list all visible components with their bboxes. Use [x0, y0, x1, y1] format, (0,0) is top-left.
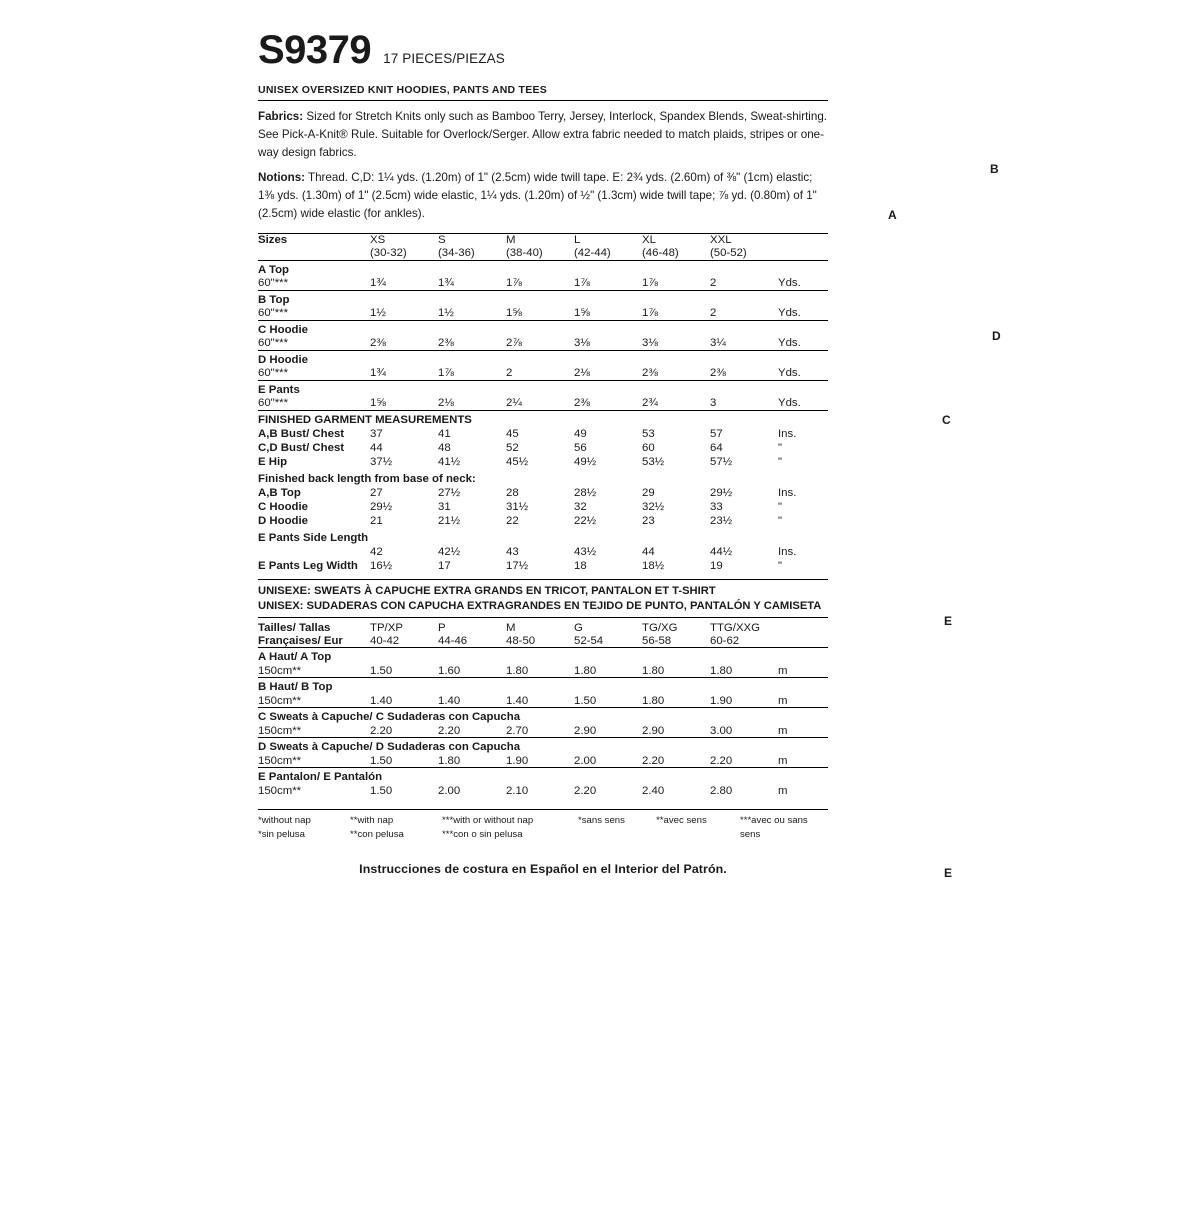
cell: 2.20	[370, 724, 393, 737]
row-label: 150cm**	[258, 694, 302, 707]
cell: 1.50	[370, 784, 393, 797]
range-xs: (30-32)	[370, 247, 407, 260]
figure-label-c: C	[942, 413, 951, 427]
cell: 29½	[370, 500, 393, 513]
cell: 2.20	[574, 784, 597, 797]
cell: 1⅞	[642, 307, 658, 320]
cell: 2⅜	[574, 397, 590, 410]
cell: TP/XP	[370, 621, 403, 634]
group-name: E Pants	[258, 380, 828, 397]
unit: Yds.	[778, 337, 801, 350]
figure-label-a: A	[888, 208, 897, 222]
cell: 2	[506, 367, 513, 380]
cell: 2.70	[506, 724, 529, 737]
cell: 1.40	[506, 694, 529, 707]
group-name: E Pantalon/ E Pantalón	[258, 768, 828, 785]
page-title: UNISEX OVERSIZED KNIT HOODIES, PANTS AND TEES	[258, 84, 828, 101]
range-l: (42-44)	[574, 247, 611, 260]
row-label: 60"***	[258, 397, 289, 410]
row-label: 150cm**	[258, 784, 302, 797]
group-name: B Top	[258, 290, 828, 307]
footnote-fr-3: ***avec ou sans sens	[739, 815, 808, 840]
cell: 44	[370, 441, 383, 454]
group-name: C Sweats à Capuche/ C Sudaderas con Capucha	[258, 708, 828, 725]
unit: "	[778, 455, 783, 468]
cell: 29½	[710, 486, 733, 499]
cell: 2.10	[506, 784, 529, 797]
footnotes-fr-row	[578, 814, 828, 842]
cell: 1.50	[574, 694, 597, 707]
cell: M	[506, 621, 516, 634]
cell: 2.20	[710, 754, 733, 767]
table-row	[258, 427, 828, 441]
cell: 18	[574, 559, 587, 572]
cell: 32	[574, 500, 587, 513]
footnotes-es-row	[258, 828, 578, 842]
table-row	[258, 559, 828, 573]
row-label: C Hoodie	[258, 500, 308, 513]
table-row-group-a-top	[258, 260, 828, 277]
cell: 16½	[370, 559, 393, 572]
row-label: E Hip	[258, 455, 288, 468]
table-row	[258, 784, 828, 797]
cell: 28	[506, 486, 519, 499]
unit: m	[778, 754, 788, 767]
table-row-side-heading	[258, 528, 828, 545]
footnote-en-3: ***with or without nap	[442, 815, 534, 827]
unit: m	[778, 694, 788, 707]
cell: 1.80	[574, 664, 597, 677]
row-label: 60"***	[258, 367, 289, 380]
cell: TG/XG	[642, 621, 678, 634]
cell: 40-42	[370, 634, 400, 647]
cell: 41½	[438, 455, 461, 468]
foreign-line-fr: UNISEXE: SWEATS À CAPUCHE EXTRA GRANDS EN TRICOT, PANTALON ET T-SHIRT	[258, 584, 716, 597]
cell: 56-58	[642, 634, 672, 647]
fabrics-paragraph	[258, 108, 828, 162]
table-row-group-a-haut	[258, 648, 828, 665]
cell: 45	[506, 427, 519, 440]
cell: 1¾	[370, 367, 386, 380]
row-label: 60"***	[258, 337, 289, 350]
table-row	[258, 545, 828, 559]
table-row-group-d-hoodie	[258, 350, 828, 367]
row-label	[258, 545, 370, 559]
cell: 27½	[438, 486, 461, 499]
row-label: 150cm**	[258, 664, 302, 677]
cell: 2⅛	[574, 367, 590, 380]
garment-illustrations	[880, 0, 1200, 1200]
cell: TTG/XXG	[710, 621, 760, 634]
cell: 1⅝	[506, 307, 522, 320]
footnotes-right	[578, 814, 828, 842]
cell: 3	[710, 397, 717, 410]
cell: 41	[438, 427, 451, 440]
cell: 31	[438, 500, 451, 513]
group-name: C Hoodie	[258, 320, 828, 337]
finished-heading: FINISHED GARMENT MEASUREMENTS	[258, 410, 828, 427]
cell: 2⅜	[370, 337, 386, 350]
cell: 2⅛	[438, 397, 454, 410]
unit: Ins.	[778, 486, 797, 499]
cell: 2¼	[506, 397, 522, 410]
unit: "	[778, 559, 783, 572]
cell: 1⅝	[370, 397, 386, 410]
unit: Yds.	[778, 307, 801, 320]
cell: 27	[370, 486, 383, 499]
table-row	[258, 441, 828, 455]
cell: 23	[642, 514, 655, 527]
cell: 1⅞	[642, 277, 658, 290]
cell: 2.80	[710, 784, 733, 797]
neck-heading: Finished back length from base of neck:	[258, 472, 476, 485]
unit: "	[778, 500, 783, 513]
cell: 32½	[642, 500, 665, 513]
table-row	[258, 694, 828, 708]
table-row	[258, 277, 828, 291]
cell: 1.80	[642, 694, 665, 707]
row-label: 150cm**	[258, 724, 302, 737]
cell: 22	[506, 514, 519, 527]
row-label: 150cm**	[258, 754, 302, 767]
unit: m	[778, 724, 788, 737]
table-row	[258, 724, 828, 738]
cell: 44-46	[438, 634, 468, 647]
footnote-es-3: ***con o sin pelusa	[442, 828, 523, 840]
cell: 2.20	[642, 754, 665, 767]
cell: 48-50	[506, 634, 536, 647]
unit: "	[778, 514, 783, 527]
cell: 56	[574, 441, 587, 454]
cell: 52-54	[574, 634, 604, 647]
footnote-fr-2: **avec sens	[656, 815, 707, 827]
row-label: E Pants Leg Width	[258, 559, 358, 572]
unit: "	[778, 441, 783, 454]
foreign-sizes-label: Tailles/ Tallas	[258, 621, 331, 634]
cell: 57	[710, 427, 723, 440]
group-name: B Haut/ B Top	[258, 678, 828, 695]
range-xxl: (50-52)	[710, 247, 747, 260]
cell: 1⅞	[506, 277, 522, 290]
cell: 1.80	[642, 664, 665, 677]
size-m: M	[506, 233, 574, 247]
cell: 17	[438, 559, 451, 572]
table-row-sizes-header	[258, 233, 828, 247]
unit: Yds.	[778, 397, 801, 410]
cell: 21½	[438, 514, 461, 527]
table-row	[258, 754, 828, 768]
figure-label-d: D	[992, 329, 1001, 343]
text-column	[258, 30, 828, 876]
cell: 1.40	[370, 694, 393, 707]
cell: 53	[642, 427, 655, 440]
cell: 42	[370, 545, 383, 558]
cell: 1¾	[370, 277, 386, 290]
cell: 2⅜	[438, 337, 454, 350]
range-s: (34-36)	[438, 247, 475, 260]
cell: 57½	[710, 455, 733, 468]
cell: 1.50	[370, 754, 393, 767]
cell: 31½	[506, 500, 529, 513]
cell: 1.90	[710, 694, 733, 707]
footnote-es-1: *sin pelusa	[258, 828, 305, 840]
table-row-group-b-haut	[258, 678, 828, 695]
row-label: 60"***	[258, 307, 289, 320]
table-row-size-ranges	[258, 247, 828, 261]
cell: 1.80	[710, 664, 733, 677]
cell: 1⅞	[438, 367, 454, 380]
table-row	[258, 307, 828, 321]
figure-label-b: B	[990, 162, 999, 176]
table-row-group-c-sweats	[258, 708, 828, 725]
unit: Ins.	[778, 427, 797, 440]
cell: 1¾	[438, 277, 454, 290]
group-name: A Top	[258, 260, 828, 277]
table-row-group-c-hoodie	[258, 320, 828, 337]
cell: 2	[710, 277, 717, 290]
size-xl: XL	[642, 233, 710, 247]
foreign-sizes-table	[258, 621, 828, 797]
fabrics-label: Fabrics:	[258, 110, 304, 123]
cell: 60-62	[710, 634, 740, 647]
cell: 1½	[438, 307, 454, 320]
pattern-number: S9379	[258, 28, 372, 72]
cell: 28½	[574, 486, 597, 499]
cell: 49½	[574, 455, 597, 468]
cell: 18½	[642, 559, 665, 572]
notions-text: Thread. C,D: 1¼ yds. (1.20m) of 1" (2.5cm) wide twill tape. E: 2¾ yds. (2.60m) of ⅜" (1cm) elastic; 1⅜ yds. (1.30m) of 1" (2.5cm) wide elastic, 1¼ yds. (1.20m) of ½" (1.3cm) wide twill tape; ⅞ yd. (0.80m) of 1" (2.5cm) wide elastic (for ankles).	[258, 170, 817, 220]
foreign-line-es: UNISEX: SUDADERAS CON CAPUCHA EXTRAGRANDES EN TEJIDO DE PUNTO, PANTALÓN Y CAMISETA	[258, 599, 822, 612]
footnotes-en-row	[258, 814, 578, 828]
size-l: L	[574, 233, 642, 247]
cell: 60	[642, 441, 655, 454]
foreign-eur-label: Françaises/ Eur	[258, 634, 343, 647]
size-xs: XS	[370, 233, 438, 247]
table-row-foreign-sizes	[258, 621, 828, 634]
table-row-group-d-sweats	[258, 738, 828, 755]
cell: 3.00	[710, 724, 733, 737]
cell: 3¼	[710, 337, 726, 350]
cell: 29	[642, 486, 655, 499]
cell: 53½	[642, 455, 665, 468]
cell: 48	[438, 441, 451, 454]
unit: Yds.	[778, 367, 801, 380]
foreign-language-heading	[258, 579, 828, 618]
footnotes-left	[258, 814, 578, 842]
unit: Yds.	[778, 277, 801, 290]
sizes-table	[258, 233, 828, 573]
size-s: S	[438, 233, 506, 247]
range-xl: (46-48)	[642, 247, 679, 260]
row-label: C,D Bust/ Chest	[258, 441, 345, 454]
sizes-label: Sizes	[258, 233, 370, 247]
footnote-es-2: **con pelusa	[350, 828, 404, 840]
cell: 52	[506, 441, 519, 454]
fabrics-text: Sized for Stretch Knits only such as Bamboo Terry, Jersey, Interlock, Spandex Blends, Sweat-shirting. See Pick-A-Knit® Rule. Suitable for Overlock/Serger. Allow extra fabric needed to match plaids, stripes or one-way design fabrics.	[258, 110, 828, 159]
row-label: 60"***	[258, 277, 289, 290]
cell: 45½	[506, 455, 529, 468]
table-row-group-b-top	[258, 290, 828, 307]
cell: 43	[506, 545, 519, 558]
cell: 44	[642, 545, 655, 558]
header	[258, 30, 828, 70]
cell: 1.50	[370, 664, 393, 677]
cell: 2.90	[574, 724, 597, 737]
table-row-foreign-eur	[258, 634, 828, 648]
cell: 2.00	[574, 754, 597, 767]
cell: 1.60	[438, 664, 461, 677]
row-label: A,B Bust/ Chest	[258, 427, 345, 440]
cell: 2¾	[642, 397, 658, 410]
pieces-count: 17 PIECES/PIEZAS	[383, 51, 505, 66]
cell: 3⅛	[642, 337, 658, 350]
cell: 42½	[438, 545, 461, 558]
cell: 21	[370, 514, 383, 527]
cell: 1.80	[506, 664, 529, 677]
cell: 64	[710, 441, 723, 454]
cell: 2⅜	[710, 367, 726, 380]
row-label: D Hoodie	[258, 514, 308, 527]
group-name: D Sweats à Capuche/ D Sudaderas con Capucha	[258, 738, 828, 755]
cell: 2.00	[438, 784, 461, 797]
footnote-en-2: **with nap	[350, 815, 394, 827]
cell: 37½	[370, 455, 393, 468]
table-row	[258, 367, 828, 381]
cell: 23½	[710, 514, 733, 527]
table-row	[258, 337, 828, 351]
cell: 19	[710, 559, 723, 572]
footnote-fr-1: *sans sens	[578, 815, 625, 827]
table-row	[258, 455, 828, 469]
cell: 2.90	[642, 724, 665, 737]
illustration-column	[880, 0, 1200, 1200]
cell: 22½	[574, 514, 597, 527]
cell: 1½	[370, 307, 386, 320]
cell: 3⅛	[574, 337, 590, 350]
cell: 1⅝	[574, 307, 590, 320]
cell: 1⅞	[574, 277, 590, 290]
cell: 44½	[710, 545, 733, 558]
cell: P	[438, 621, 446, 634]
cell: 37	[370, 427, 383, 440]
row-label: A,B Top	[258, 486, 301, 499]
cell: 49	[574, 427, 587, 440]
table-row-finished-heading	[258, 410, 828, 427]
unit: Ins.	[778, 545, 797, 558]
cell: 2⅞	[506, 337, 522, 350]
divider	[258, 617, 828, 618]
cell: 43½	[574, 545, 597, 558]
side-length-heading: E Pants Side Length	[258, 531, 369, 544]
cell: 2	[710, 307, 717, 320]
table-row-group-e-pants	[258, 380, 828, 397]
cell: G	[574, 621, 583, 634]
unit: m	[778, 784, 788, 797]
table-row	[258, 500, 828, 514]
footnotes	[258, 809, 828, 842]
cell: 17½	[506, 559, 529, 572]
table-row	[258, 514, 828, 528]
cell: 1.90	[506, 754, 529, 767]
notions-label: Notions:	[258, 170, 306, 184]
table-row	[258, 486, 828, 500]
table-row	[258, 397, 828, 411]
notions-paragraph	[258, 169, 828, 223]
spanish-instructions-note: Instrucciones de costura en Español en el Interior del Patrón.	[359, 861, 727, 876]
unit: m	[778, 664, 788, 677]
range-m: (38-40)	[506, 247, 543, 260]
cell: 2⅜	[642, 367, 658, 380]
figure-label-e-jogger: E	[944, 614, 953, 628]
cell: 1.40	[438, 694, 461, 707]
group-name: D Hoodie	[258, 350, 828, 367]
cell: 33	[710, 500, 723, 513]
figure-label-e-straight: E	[944, 866, 953, 880]
table-row	[258, 664, 828, 678]
cell: 1.80	[438, 754, 461, 767]
table-row-neck-heading	[258, 469, 828, 486]
cell: 2.20	[438, 724, 461, 737]
size-xxl: XXL	[710, 233, 778, 247]
group-name: A Haut/ A Top	[258, 648, 828, 665]
footnote-en-1: *without nap	[258, 815, 311, 827]
cell: 2.40	[642, 784, 665, 797]
table-row-group-e-pantalon	[258, 768, 828, 785]
